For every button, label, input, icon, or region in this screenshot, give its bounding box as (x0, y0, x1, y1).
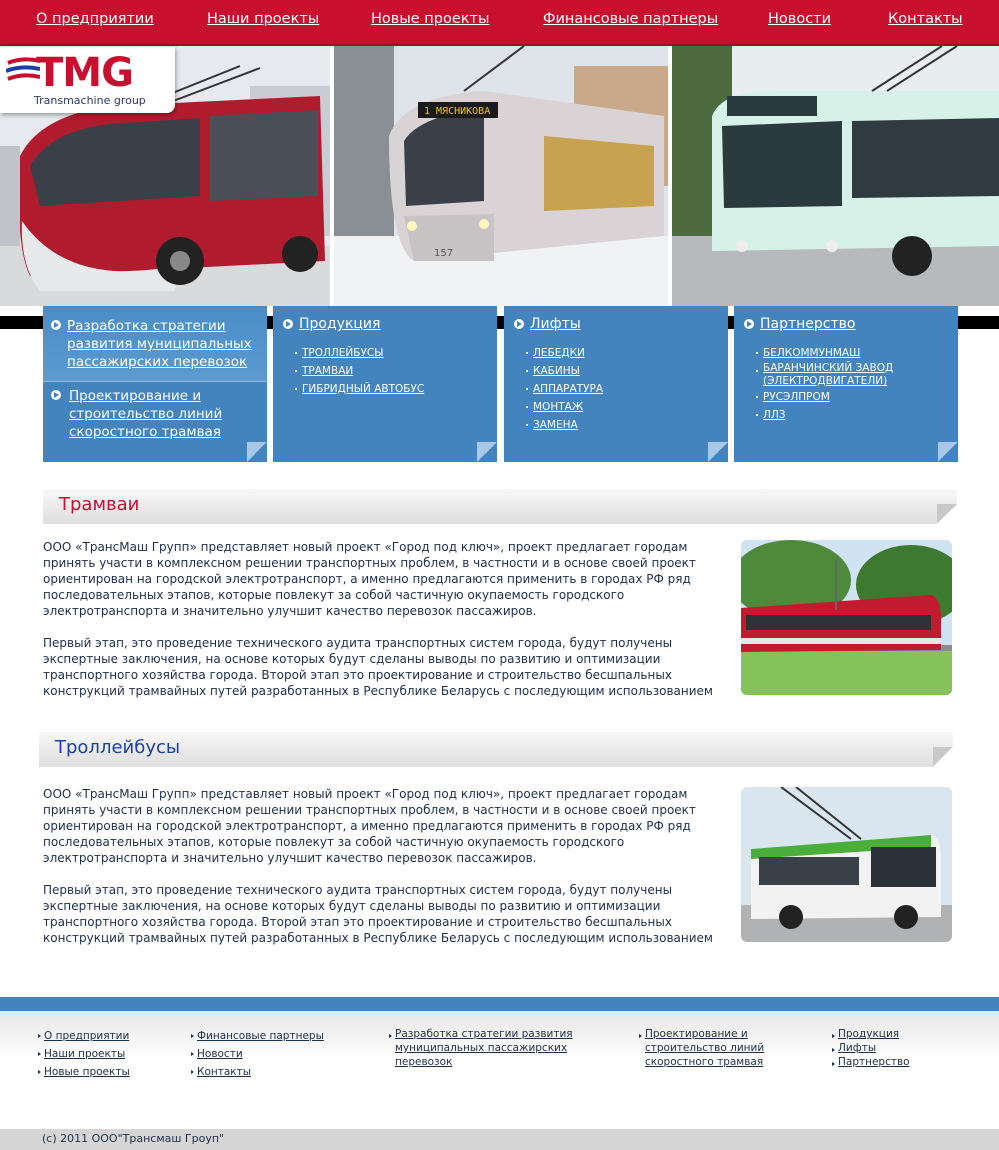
footer-link-line: перевозок (395, 1056, 453, 1068)
strategy-line-1: Разработка стратегии (67, 318, 226, 334)
arrow-bullet-icon (51, 390, 61, 400)
text-line: ориентирован на городской электротранспорт, а именно предлагаются применить в городах РФ ряд (43, 572, 691, 586)
lifts-item[interactable]: ЛЕБЕДКИ (526, 344, 603, 362)
footer-link-line: муниципальных пассажирских (395, 1042, 568, 1054)
hero-photo-mint-trolleybus (672, 46, 999, 306)
partners-item-line: БАРАНЧИНСКИЙ ЗАВОД (763, 362, 894, 374)
partners-item[interactable]: БЕЛКОММУНМАШ (756, 344, 893, 362)
partners-item[interactable]: РУСЭЛПРОМ (756, 388, 893, 406)
text-line: ориентирован на городской электротранспорт, а именно предлагаются применить в городах РФ ряд (43, 819, 691, 833)
text-line: последовательных этапов, которые повлекут за собой частичную окупаемость городского (43, 835, 625, 849)
trams-paragraph-2 (43, 635, 733, 699)
lifts-list (526, 344, 603, 434)
lifts-item[interactable]: АППАРАТУРА (526, 380, 603, 398)
logo-wordmark: TMG (36, 50, 133, 96)
footer-link-strategy[interactable] (389, 1027, 573, 1069)
trolleys-paragraph-2 (43, 882, 733, 946)
text-line: принять участи в комплексном решении транспортных проблем, в частности и в основе своей проект (43, 556, 696, 570)
trolleys-section-header (39, 732, 953, 767)
text-line: экспертные заключения, на основе которых будут сделаны выводы по развитию и оптимизации (43, 899, 661, 913)
trolleys-paragraph-1 (43, 786, 733, 866)
strategy-link[interactable] (67, 317, 263, 371)
footer-link-line: Проектирование и (645, 1028, 748, 1040)
arrow-bullet-icon (283, 319, 293, 329)
footer-link-new-projects[interactable]: Новые проекты (38, 1063, 130, 1081)
trams-section-title: Трамваи (59, 494, 140, 515)
trolleys-text (43, 786, 733, 962)
header-curl (937, 504, 957, 524)
partners-item-line: (ЭЛЕКТРОДВИГАТЕЛИ) (763, 375, 888, 387)
text-line: принять участи в комплексном решении транспортных проблем, в частности и в основе своей проект (43, 803, 696, 817)
footer-col-1 (38, 1027, 130, 1081)
text-line: конструкций трамвайных путей разработанных в Республике Беларусь с последующим использованием (43, 684, 713, 698)
footer-link-news[interactable]: Новости (191, 1045, 324, 1063)
tram-lines-line-1: Проектирование и (69, 388, 202, 404)
tram-lines-line-3: скоростного трамвая (69, 424, 221, 440)
nav-financial-partners[interactable]: Финансовые партнеры (543, 11, 719, 27)
text-line: последовательных этапов, которые повлекут за собой частичную окупаемость городского (43, 588, 625, 602)
partners-item[interactable]: ЛЛЗ (756, 406, 893, 424)
partners-list (756, 344, 893, 424)
header-curl (933, 747, 953, 767)
lifts-item[interactable]: ЗАМЕНА (526, 416, 603, 434)
text-line: транспортного хозяйства города. Второй этап это проектирование и строительство бесшпальных (43, 668, 672, 682)
text-line: экспертные заключения, на основе которых будут сделаны выводы по развитию и оптимизации (43, 652, 661, 666)
lifts-box (504, 306, 728, 462)
tram-lines-link[interactable] (69, 387, 265, 441)
products-item[interactable]: ТРОЛЛЕЙБУСЫ (295, 344, 424, 362)
footer-link-financial-partners[interactable]: Финансовые партнеры (191, 1027, 324, 1045)
lifts-item[interactable]: МОНТАЖ (526, 398, 603, 416)
arrow-bullet-icon (51, 320, 61, 330)
arrow-bullet-icon (514, 319, 524, 329)
lifts-item[interactable]: КАБИНЫ (526, 362, 603, 380)
top-nav (0, 0, 999, 46)
corner-fold (247, 442, 267, 462)
strategy-box (43, 306, 267, 462)
trams-paragraph-1 (43, 539, 733, 619)
corner-fold (708, 442, 728, 462)
footer-col-5 (832, 1027, 910, 1069)
trams-section-header (43, 489, 957, 524)
footer-link-lifts[interactable]: Лифты (832, 1041, 910, 1055)
text-line: ООО «ТрансМаш Групп» представляет новый проект «Город под ключ», проект предлагает городам (43, 540, 688, 554)
strategy-line-3: пассажирских перевозок (67, 354, 248, 370)
text-line: электротранспорта и значительно улучшит качество перевозок пассажиров. (43, 851, 537, 865)
partners-title[interactable]: Партнерство (760, 316, 856, 332)
tram-destination-sign: 1 МЯСНИКОВА (424, 106, 491, 117)
hero-photo-tram (334, 46, 668, 306)
text-line: ООО «ТрансМаш Групп» представляет новый проект «Город под ключ», проект предлагает городам (43, 787, 688, 801)
nav-our-projects[interactable]: Наши проекты (207, 11, 320, 27)
arrow-bullet-icon (744, 319, 754, 329)
copyright-text: (c) 2011 ООО"Трансмаш Гроуп" (42, 1132, 225, 1145)
partners-box (734, 306, 958, 462)
footer-top-band (0, 997, 999, 1011)
footer-link-our-projects[interactable]: Наши проекты (38, 1045, 130, 1063)
footer-col-4 (639, 1027, 764, 1069)
trams-photo (741, 540, 952, 695)
nav-contacts[interactable]: Контакты (888, 11, 963, 27)
tram-number: 157 (434, 248, 454, 259)
footer-link-line: Разработка стратегии развития (395, 1028, 573, 1040)
footer-link-line: строительство линий (645, 1042, 765, 1054)
logo[interactable] (0, 47, 175, 113)
logo-tagline: Transmachine group (34, 94, 146, 107)
copyright-bar (0, 1129, 999, 1150)
trolleys-photo (741, 787, 952, 942)
partners-item-baranchinsky[interactable] (756, 362, 893, 388)
lifts-title[interactable]: Лифты (530, 316, 581, 332)
footer-link-about[interactable]: О предприятии (38, 1027, 130, 1045)
corner-fold (477, 442, 497, 462)
text-line: Первый этап, это проведение технического аудита транспортных систем города, будут получены (43, 636, 673, 650)
footer-link-partnership[interactable]: Партнерство (832, 1055, 910, 1069)
corner-fold (938, 442, 958, 462)
nav-news[interactable]: Новости (768, 11, 832, 27)
text-line: конструкций трамвайных путей разработанных в Республике Беларусь с последующим использованием (43, 931, 713, 945)
nav-about[interactable]: О предприятии (36, 11, 154, 27)
products-list (295, 344, 424, 398)
footer-link-tram-lines[interactable] (639, 1027, 764, 1069)
tram-lines-line-2: строительство линий (69, 406, 223, 422)
text-line: Первый этап, это проведение технического аудита транспортных систем города, будут получены (43, 883, 673, 897)
products-box (273, 306, 497, 462)
strategy-line-2: развития муниципальных (67, 336, 252, 352)
trams-text (43, 539, 733, 715)
footer-col-3 (389, 1027, 573, 1069)
trolleys-section-title: Троллейбусы (55, 737, 181, 758)
logo-swoosh-icon (6, 57, 40, 85)
footer (0, 1011, 999, 1131)
nav-new-projects[interactable]: Новые проекты (371, 11, 490, 27)
footer-link-line: скоростного трамвая (645, 1056, 764, 1068)
footer-link-contacts[interactable]: Контакты (191, 1063, 324, 1081)
footer-link-products[interactable]: Продукция (832, 1027, 910, 1041)
products-title[interactable]: Продукция (299, 316, 381, 332)
text-line: транспортного хозяйства города. Второй этап это проектирование и строительство бесшпальных (43, 915, 672, 929)
footer-col-2 (191, 1027, 324, 1081)
text-line: электротранспорта и значительно улучшит качество перевозок пассажиров. (43, 604, 537, 618)
products-item[interactable]: ГИБРИДНЫЙ АВТОБУС (295, 380, 424, 398)
products-item[interactable]: ТРАМВАИ (295, 362, 424, 380)
